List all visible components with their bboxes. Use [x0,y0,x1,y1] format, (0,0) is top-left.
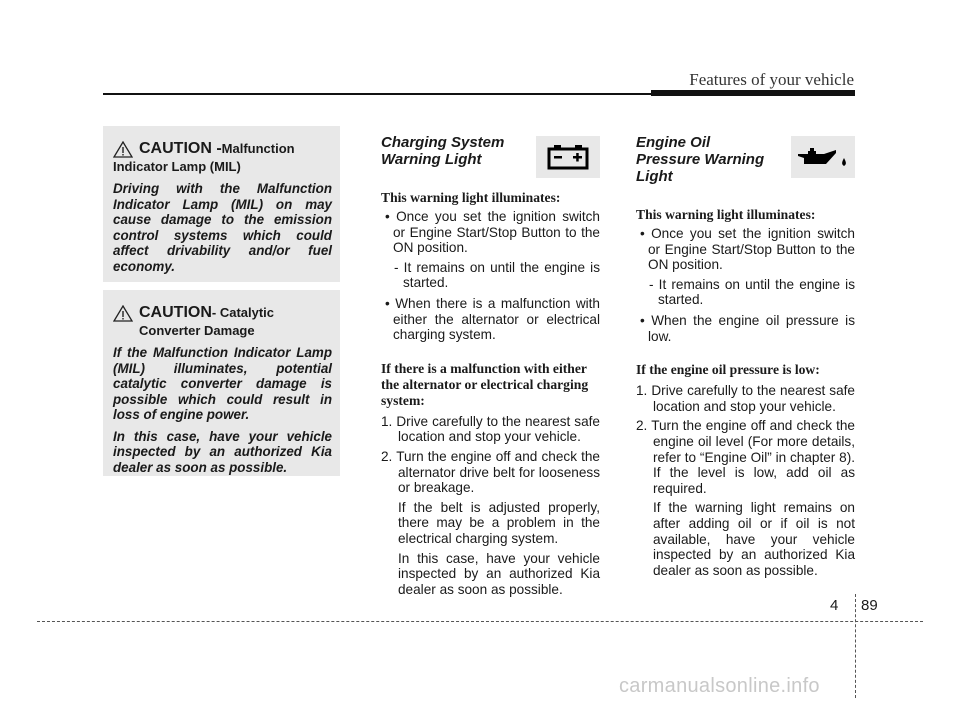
caution-body-paragraph: In this case, have your vehicle inspected by an authorized Kia dealer as soon as possible. [113,428,332,475]
section-title: Charging System Warning Light [381,134,505,168]
numbered-step: 1. Drive carefully to the nearest safe location and stop your vehicle. [636,383,855,414]
list-subitem: - It remains on until the engine is started. [649,276,855,308]
caution-subject: Malfunction [221,141,295,156]
caution-subject-line2: Converter Damage [139,323,255,338]
battery-icon [536,136,600,178]
caution-word: CAUTION [139,304,212,321]
page-header-title: Features of your vehicle [689,70,854,89]
oil-pressure-section [636,134,855,578]
footer-rule [37,621,923,622]
illuminates-heading: This warning light illuminates: [636,207,816,222]
low-pressure-heading: If the engine oil pressure is low: [636,362,820,378]
footer-divider [855,594,856,698]
illuminates-heading: This warning light illuminates: [381,190,561,205]
oil-can-icon [791,136,855,178]
charging-section [381,134,600,597]
warning-triangle-icon [113,305,133,322]
caution-box-catalytic [103,290,340,476]
caution-heading [113,304,332,322]
caution-heading [113,140,332,158]
caution-subject: - Catalytic [211,305,275,320]
list-item: • When there is a malfunction with either the alternator or electrical charging system. [385,295,600,343]
numbered-step: 1. Drive carefully to the nearest safe location and stop your vehicle. [381,413,600,445]
warning-triangle-icon [113,141,133,158]
list-item: • Once you set the ignition switch or Engine Start/Stop Button to the ON position. [385,209,600,256]
caution-body-paragraph: If the Malfunction Indicator Lamp (MIL) illuminates, potential catalytic converter damage is possible which could result in loss of engine power. [113,345,332,422]
watermark: carmanualsonline.info [619,675,820,697]
header-accent-bar [651,90,855,96]
list-subitem: - It remains on until the engine is started. [394,259,600,291]
step-paragraph: If the belt is adjusted properly, there may be a problem in the electrical charging system. [398,499,600,546]
caution-box-mil [103,126,340,282]
list-item: • When the engine oil pressure is low. [640,312,855,344]
numbered-step: 2. Turn the engine off and check the alternator drive belt for looseness or breakage. [381,448,600,496]
numbered-step: 2. Turn the engine off and check the engine oil level (For more details, refer to “Engine Oil” in chapter 8). If the level is low, add oil as required. [636,418,855,496]
chapter-number: 4 [830,597,839,614]
malfunction-heading: If there is a malfunction with either the alternator or electrical charging system: [381,360,589,408]
caution-word: CAUTION - [139,140,222,157]
list-item: • Once you set the ignition switch or Engine Start/Stop Button to the ON position. [640,226,855,273]
step-paragraph: In this case, have your vehicle inspected by an authorized Kia dealer as soon as possible. [398,550,600,597]
section-title: Engine Oil Pressure Warning Light [636,134,765,185]
caution-subject-line2: Indicator Lamp (MIL) [113,159,241,174]
step-paragraph: If the warning light remains on after adding oil or if oil is not available, have your vehicle inspected by an authorized Kia dealer as soon as possible. [653,500,855,578]
caution-body: Driving with the Malfunction Indicator Lamp (MIL) on may cause damage to the emission control systems which could affect drivability and/or fuel economy. [113,181,332,274]
page-number: 89 [861,597,878,614]
